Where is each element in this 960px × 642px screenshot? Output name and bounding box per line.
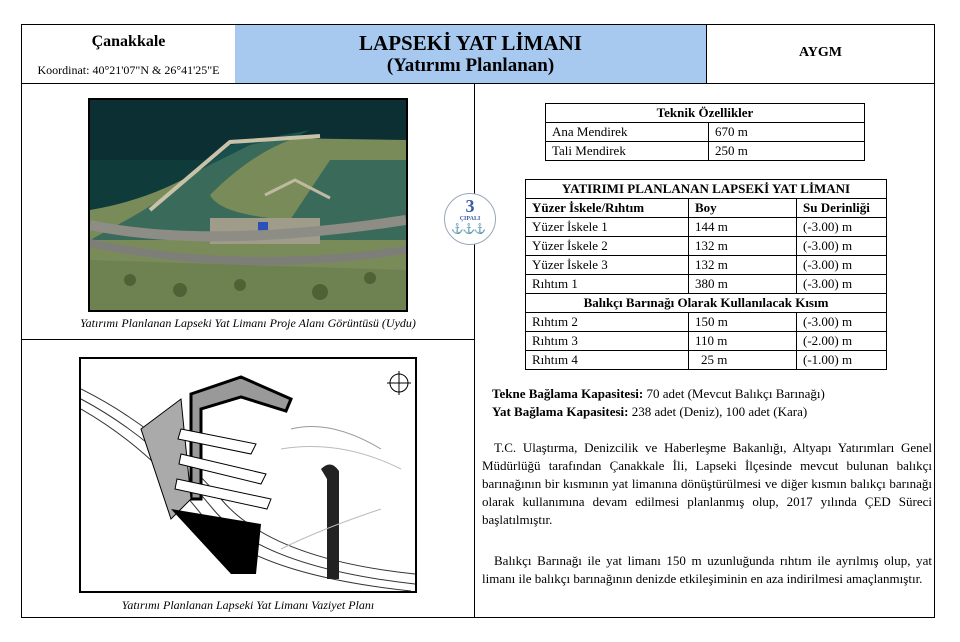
cell: Yüzer İskele 2 (526, 237, 689, 256)
table-row (526, 332, 887, 351)
org-name: AYGM (798, 45, 843, 60)
row-divider (22, 339, 474, 340)
table-row (526, 256, 887, 275)
cell: (-1.00) m (797, 351, 887, 370)
technical-specs-table (545, 103, 865, 161)
boat-capacity (492, 385, 825, 403)
description-paragraph-2: Balıkçı Barınağı ile yat limanı 150 m uzunluğunda rıhtım ile ayrılmış olup, yat limanı ile balıkçı barınağının denizde etkileşiminin en aza indirilmesi amaçlanmıştır. (482, 553, 932, 586)
table-header-row (526, 199, 887, 218)
header (22, 25, 934, 84)
table-section-title: Balıkçı Barınağı Olarak Kullanılacak Kısım (526, 294, 887, 313)
cell: 25 m (689, 351, 797, 370)
cell: (-3.00) m (797, 218, 887, 237)
spec-name: Tali Mendirek (546, 142, 709, 161)
site-plan-image (79, 357, 417, 593)
yacht-capacity-label: Yat Bağlama Kapasitesi: (492, 404, 629, 419)
header-location (22, 25, 236, 83)
cell: 110 m (689, 332, 797, 351)
pier-table-title: YATIRIMI PLANLANAN LAPSEKİ YAT LİMANI (526, 180, 887, 199)
satellite-caption: Yatırımı Planlanan Lapseki Yat Limanı Proje Alanı Görüntüsü (Uydu) (80, 316, 416, 330)
coordinates: Koordinat: 40°21'07"N & 26°41'25"E (37, 63, 220, 77)
rating-number: 3 (465, 196, 475, 216)
cell: Rıhtım 4 (526, 351, 689, 370)
cell: Yüzer İskele 3 (526, 256, 689, 275)
page-subtitle: (Yatırımı Planlanan) (386, 55, 555, 76)
cell: 150 m (689, 313, 797, 332)
cell: (-3.00) m (797, 237, 887, 256)
rating-label: ÇIPALI (459, 216, 481, 222)
header-org (707, 25, 934, 83)
cell: 132 m (689, 237, 797, 256)
table-row (546, 123, 865, 142)
column-header: Yüzer İskele/Rıhtım (526, 199, 689, 218)
boat-capacity-label: Tekne Bağlama Kapasitesi: (492, 386, 644, 401)
tech-table-title: Teknik Özellikler (546, 104, 865, 123)
description-paragraph-1: T.C. Ulaştırma, Denizcilik ve Haberleşme Bakanlığı, Altyapı Yatırımları Genel Müdürlüğü tarafından Çanakkale İli, Lapseki İlçesinde mevcut bulunan balıkçı barınağının bir kısmının yat limanına dönüştürülmesi ve diğer kısmın balıkçı barınağı olarak kullanımına devam edilmesi planlanmış olup, 2017 yılında ÇED Süreci başlatılmıştır. (482, 440, 932, 527)
cell: Yüzer İskele 1 (526, 218, 689, 237)
table-row (526, 237, 887, 256)
cell: Rıhtım 2 (526, 313, 689, 332)
spec-value: 250 m (709, 142, 865, 161)
table-row (546, 142, 865, 161)
spec-value: 670 m (709, 123, 865, 142)
column-divider (474, 83, 475, 617)
spec-name: Ana Mendirek (546, 123, 709, 142)
cell: (-3.00) m (797, 313, 887, 332)
anchor-icon: ⚓⚓⚓ (451, 224, 486, 235)
satellite-image (88, 98, 408, 312)
cell: Rıhtım 1 (526, 275, 689, 294)
table-row (526, 313, 887, 332)
cell: 380 m (689, 275, 797, 294)
table-row (526, 218, 887, 237)
city-name: Çanakkale (91, 33, 166, 50)
table-row (526, 351, 887, 370)
plan-caption: Yatırımı Planlanan Lapseki Yat Limanı Vaziyet Planı (121, 598, 375, 612)
column-header: Su Derinliği (797, 199, 887, 218)
column-header: Boy (689, 199, 797, 218)
pier-table (525, 179, 887, 370)
yacht-capacity-value: 238 adet (Deniz), 100 adet (Kara) (628, 404, 808, 419)
document-frame (21, 24, 935, 618)
header-title-box (235, 25, 707, 83)
cell: (-3.00) m (797, 256, 887, 275)
boat-capacity-value: 70 adet (Mevcut Balıkçı Barınağı) (643, 386, 825, 401)
cell: 144 m (689, 218, 797, 237)
cell: (-2.00) m (797, 332, 887, 351)
cell: Rıhtım 3 (526, 332, 689, 351)
cell: 132 m (689, 256, 797, 275)
cell: (-3.00) m (797, 275, 887, 294)
anchor-rating-badge (444, 193, 496, 245)
yacht-capacity (492, 403, 807, 421)
table-row (526, 275, 887, 294)
page-title: LAPSEKİ YAT LİMANI (359, 31, 582, 55)
